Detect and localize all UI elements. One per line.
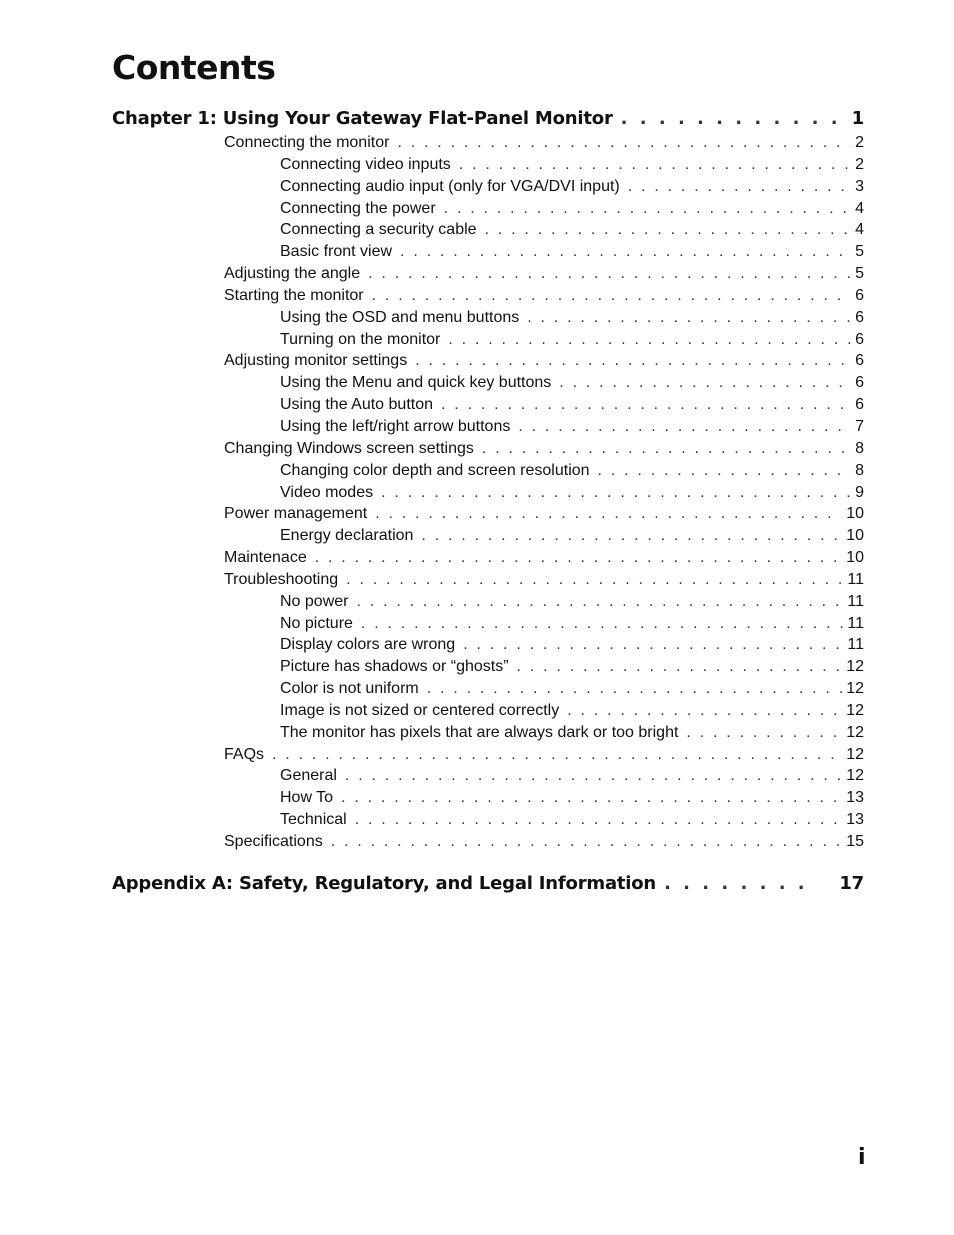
toc-entry-page: 12 (846, 658, 864, 676)
dot-leader (448, 329, 851, 351)
toc-entry-title: Basic front view (280, 243, 393, 261)
toc-entry-page: 2 (855, 155, 864, 173)
toc-entry-title: Picture has shadows or “ghosts” (280, 658, 509, 676)
dot-leader (375, 503, 842, 525)
dot-leader (567, 700, 842, 722)
toc-section-entry[interactable] (0, 132, 954, 154)
toc-subsection-entry[interactable] (0, 219, 954, 241)
toc-entry-title: Chapter 1: Using Your Gateway Flat-Panel Monitor (112, 108, 613, 129)
toc-subsection-entry[interactable] (0, 634, 954, 656)
toc-entry-page: 8 (855, 461, 864, 479)
toc-entry-title: Using the Auto button (280, 396, 433, 414)
toc-subsection-entry[interactable] (0, 241, 954, 263)
toc-entry-page: 12 (846, 767, 864, 785)
toc-entry-title: Using the left/right arrow buttons (280, 417, 511, 435)
toc-entry-page: 11 (847, 614, 864, 632)
toc-entry-page: 10 (846, 527, 864, 545)
toc-entry-title: Using the OSD and menu buttons (280, 308, 520, 326)
toc-entry-title: Connecting video inputs (280, 155, 451, 173)
toc-entry-title: Technical (280, 811, 347, 829)
toc-entry-page: 11 (847, 636, 864, 654)
toc-section-entry[interactable] (0, 503, 954, 525)
toc-entry-page: 5 (855, 265, 864, 283)
dot-leader (355, 809, 843, 831)
toc-entry-page: 6 (855, 330, 864, 348)
toc-entry-title: Power management (224, 505, 368, 523)
toc-entry-page: 6 (855, 308, 864, 326)
toc-subsection-entry[interactable] (0, 307, 954, 329)
toc-entry-page: 13 (846, 811, 864, 829)
toc-entry-page: 7 (855, 417, 864, 435)
toc-subsection-entry[interactable] (0, 460, 954, 482)
toc-section-entry[interactable] (0, 285, 954, 307)
dot-leader (441, 394, 851, 416)
toc-entry-title: Maintenace (224, 549, 307, 567)
toc-section-entry[interactable] (0, 547, 954, 569)
dot-leader (427, 678, 842, 700)
toc-subsection-entry[interactable] (0, 372, 954, 394)
toc-entry-title: Image is not sized or centered correctly (280, 701, 560, 719)
dot-leader (381, 482, 851, 504)
toc-entry-page: 4 (855, 221, 864, 239)
toc-subsection-entry[interactable] (0, 482, 954, 504)
toc-entry-page: 6 (855, 396, 864, 414)
toc-subsection-entry[interactable] (0, 656, 954, 678)
page-number: i (858, 1145, 866, 1170)
toc-entry-page: 10 (846, 505, 864, 523)
toc-entry-page: 9 (855, 483, 864, 501)
toc-entry-page: 10 (846, 549, 864, 567)
toc-entry-page: 6 (855, 374, 864, 392)
toc-section-entry[interactable] (0, 350, 954, 372)
dot-leader (559, 372, 851, 394)
toc-entry-page: 11 (847, 570, 864, 588)
toc-entry-title: Connecting the power (280, 199, 436, 217)
dot-leader (664, 871, 814, 897)
dot-leader (517, 656, 843, 678)
toc-entry-title: Display colors are wrong (280, 636, 456, 654)
dot-leader (628, 176, 851, 198)
toc-entry-title: Color is not uniform (280, 680, 419, 698)
toc-entry-title: Changing color depth and screen resolution (280, 461, 590, 479)
toc-entry-title: How To (280, 789, 334, 807)
toc-entry-title: Troubleshooting (224, 570, 339, 588)
dot-leader (421, 525, 842, 547)
dot-leader (272, 744, 842, 766)
toc-entry-title: Specifications (224, 833, 323, 850)
toc-subsection-entry[interactable] (0, 613, 954, 635)
dot-leader (346, 569, 843, 591)
toc-subsection-entry[interactable] (0, 700, 954, 722)
toc-entry-page: 11 (847, 592, 864, 610)
dot-leader (315, 547, 842, 569)
toc-subsection-entry[interactable] (0, 525, 954, 547)
dot-leader (341, 787, 842, 809)
toc-entry-title: Connecting the monitor (224, 134, 390, 151)
dot-leader (444, 198, 851, 220)
toc-section-entry[interactable] (0, 438, 954, 460)
dot-leader (485, 219, 852, 241)
toc-entry-title: No picture (280, 614, 353, 632)
dot-leader (372, 285, 851, 307)
toc-entry-page: 15 (846, 833, 864, 850)
dot-leader (361, 613, 843, 635)
toc-subsection-entry[interactable] (0, 394, 954, 416)
dot-leader (598, 460, 852, 482)
toc-subsection-entry[interactable] (0, 176, 954, 198)
dot-leader (400, 241, 851, 263)
toc-entry-page: 3 (855, 177, 864, 195)
toc-entry-title: Adjusting monitor settings (224, 352, 408, 370)
dot-leader (356, 591, 843, 613)
toc-entry-title: Using the Menu and quick key buttons (280, 374, 552, 392)
dot-leader (518, 416, 851, 438)
toc-entry-title: Connecting audio input (only for VGA/DVI input) (280, 177, 620, 195)
toc-subsection-entry[interactable] (0, 765, 954, 787)
toc-appendix-entry[interactable] (0, 871, 954, 897)
toc-section-entry[interactable] (0, 744, 954, 766)
dot-leader (686, 722, 842, 744)
toc-section-entry[interactable] (0, 263, 954, 285)
toc-entry-title: Connecting a security cable (280, 221, 477, 239)
toc-entry-title: The monitor has pixels that are always dark or too bright (280, 723, 679, 741)
toc-entry-title: Appendix A: Safety, Regulatory, and Legal Information (112, 872, 657, 894)
table-of-contents (0, 106, 954, 897)
toc-entry-title: Turning on the monitor (280, 330, 441, 348)
toc-entry-page: 1 (851, 108, 864, 129)
toc-entry-page: 12 (846, 723, 864, 741)
toc-entry-page: 12 (846, 701, 864, 719)
toc-entry-page: 6 (855, 352, 864, 370)
dot-leader (527, 307, 851, 329)
dot-leader (368, 263, 851, 285)
toc-section-entry[interactable] (0, 831, 954, 853)
toc-entry-title: Energy declaration (280, 527, 414, 545)
toc-subsection-entry[interactable] (0, 329, 954, 351)
toc-entry-title: Changing Windows screen settings (224, 439, 474, 457)
toc-subsection-entry[interactable] (0, 591, 954, 613)
toc-entry-title: Video modes (280, 483, 374, 501)
toc-entry-title: Starting the monitor (224, 286, 364, 304)
page-title: Contents (112, 48, 276, 87)
dot-leader (459, 154, 851, 176)
toc-section-entry[interactable] (0, 569, 954, 591)
dot-leader (415, 350, 851, 372)
toc-subsection-entry[interactable] (0, 722, 954, 744)
toc-subsection-entry[interactable] (0, 154, 954, 176)
toc-entry-page: 17 (839, 872, 864, 894)
toc-entry-title: Adjusting the angle (224, 265, 361, 283)
toc-chapter-entry[interactable] (0, 106, 954, 132)
toc-subsection-entry[interactable] (0, 198, 954, 220)
toc-entry-title: FAQs (224, 745, 265, 763)
toc-entry-page: 2 (855, 134, 864, 151)
dot-leader (397, 132, 851, 154)
dot-leader (482, 438, 851, 460)
toc-entry-title: No power (280, 592, 349, 610)
toc-subsection-entry[interactable] (0, 809, 954, 831)
toc-entry-page: 12 (846, 680, 864, 698)
toc-entry-page: 5 (855, 243, 864, 261)
dot-leader (331, 831, 842, 853)
toc-subsection-entry[interactable] (0, 416, 954, 438)
toc-entry-page: 6 (855, 286, 864, 304)
toc-subsection-entry[interactable] (0, 787, 954, 809)
toc-entry-page: 4 (855, 199, 864, 217)
toc-entry-page: 12 (846, 745, 864, 763)
dot-leader (621, 106, 848, 132)
toc-entry-page: 13 (846, 789, 864, 807)
toc-entry-page: 8 (855, 439, 864, 457)
dot-leader (463, 634, 843, 656)
toc-subsection-entry[interactable] (0, 678, 954, 700)
toc-entry-title: General (280, 767, 337, 785)
dot-leader (345, 765, 842, 787)
